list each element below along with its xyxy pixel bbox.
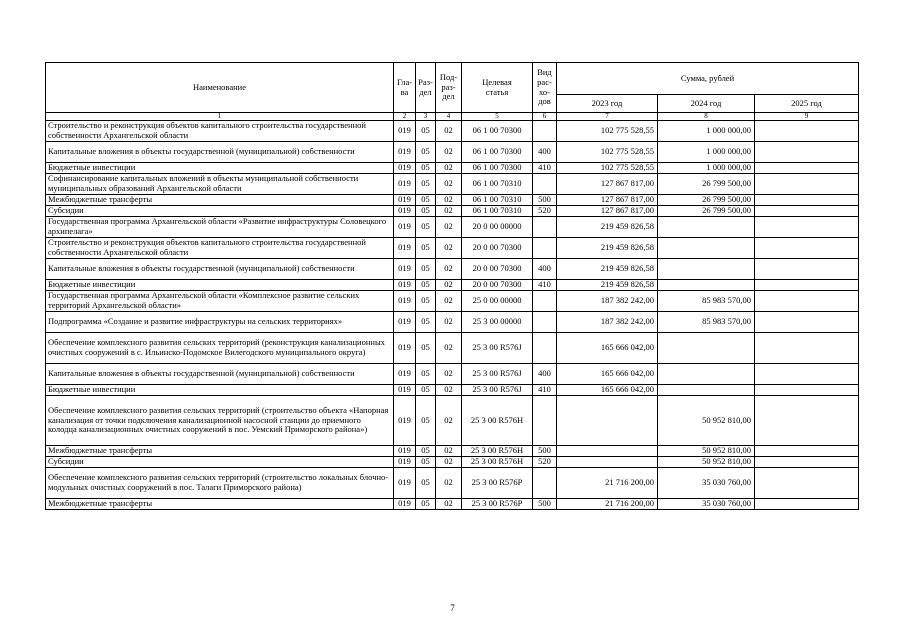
row-razdel: 05 (416, 499, 436, 510)
row-razdel: 05 (416, 364, 436, 385)
row-razdel: 05 (416, 280, 436, 291)
row-sum-2025 (755, 163, 859, 174)
row-sum-2025 (755, 217, 859, 238)
column-number: 7 (557, 113, 658, 121)
row-podrazdel: 02 (436, 195, 462, 206)
table-row (46, 312, 859, 333)
row-sum-2025 (755, 238, 859, 259)
table-row (46, 333, 859, 364)
header-glava: Гла- ва (394, 63, 416, 113)
row-expense-type: 500 (533, 195, 557, 206)
row-razdel: 05 (416, 195, 436, 206)
row-sum-2024 (658, 333, 755, 364)
row-razdel: 05 (416, 312, 436, 333)
header-expense-type: Вид рас- хо- дов (533, 63, 557, 113)
row-target-article: 25 0 00 00000 (462, 291, 533, 312)
row-sum-2023: 165 666 042,00 (557, 364, 658, 385)
row-sum-2023: 219 459 826,58 (557, 259, 658, 280)
row-podrazdel: 02 (436, 217, 462, 238)
row-sum-2024: 50 952 810,00 (658, 446, 755, 457)
row-sum-2023: 165 666 042,00 (557, 385, 658, 396)
row-name: Субсидии (46, 457, 394, 468)
row-sum-2025 (755, 396, 859, 446)
row-name: Субсидии (46, 206, 394, 217)
row-razdel: 05 (416, 142, 436, 163)
row-sum-2025 (755, 142, 859, 163)
row-expense-type: 400 (533, 364, 557, 385)
row-podrazdel: 02 (436, 280, 462, 291)
budget-table (45, 62, 859, 510)
row-sum-2023: 127 867 817,00 (557, 206, 658, 217)
row-name: Капитальные вложения в объекты государственной (муниципальной) собственности (46, 142, 394, 163)
row-sum-2025 (755, 499, 859, 510)
row-name: Капитальные вложения в объекты государственной (муниципальной) собственности (46, 259, 394, 280)
column-number: 4 (436, 113, 462, 121)
row-razdel: 05 (416, 446, 436, 457)
row-sum-2023: 219 459 826,58 (557, 280, 658, 291)
row-sum-2024 (658, 217, 755, 238)
row-target-article: 06 1 00 70300 (462, 163, 533, 174)
row-name: Обеспечение комплексного развития сельских территорий (строительство объекта «Напорная канализация от точки подключения канализационной насосной станции до приемного колодца канализационных очистных сооружений в пос. Уемский Приморского района») (46, 396, 394, 446)
row-name: Бюджетные инвестиции (46, 385, 394, 396)
row-sum-2024: 26 799 500,00 (658, 206, 755, 217)
row-razdel: 05 (416, 291, 436, 312)
row-sum-2023: 102 775 528,55 (557, 121, 658, 142)
row-sum-2023: 187 382 242,00 (557, 291, 658, 312)
row-podrazdel: 02 (436, 396, 462, 446)
row-name: Обеспечение комплексного развития сельских территорий (строительство локальных блочно-модульных очистных сооружений в пос. Талаги Приморского района) (46, 468, 394, 499)
table-row (46, 396, 859, 446)
row-expense-type: 520 (533, 206, 557, 217)
header-sum: Сумма, рублей (557, 63, 859, 95)
row-name: Обеспечение комплексного развития сельских территорий (реконструкция канализационных очистных сооружений в с. Ильинско-Подомское Вилегодского муниципального округа) (46, 333, 394, 364)
row-name: Государственная программа Архангельской области «Комплексное развитие сельских территорий Архангельской области» (46, 291, 394, 312)
row-sum-2024 (658, 238, 755, 259)
row-podrazdel: 02 (436, 333, 462, 364)
row-sum-2025 (755, 121, 859, 142)
table-row (46, 163, 859, 174)
row-glava: 019 (394, 195, 416, 206)
row-glava: 019 (394, 142, 416, 163)
row-sum-2024: 50 952 810,00 (658, 457, 755, 468)
row-podrazdel: 02 (436, 468, 462, 499)
row-target-article: 20 0 00 00000 (462, 217, 533, 238)
row-razdel: 05 (416, 238, 436, 259)
row-target-article: 25 3 00 R576P (462, 468, 533, 499)
column-number: 9 (755, 113, 859, 121)
row-glava: 019 (394, 163, 416, 174)
row-sum-2025 (755, 195, 859, 206)
row-target-article: 20 0 00 70300 (462, 238, 533, 259)
table-row (46, 499, 859, 510)
row-target-article: 20 0 00 70300 (462, 280, 533, 291)
row-razdel: 05 (416, 396, 436, 446)
row-podrazdel: 02 (436, 291, 462, 312)
row-sum-2023: 127 867 817,00 (557, 174, 658, 195)
row-sum-2025 (755, 280, 859, 291)
row-sum-2025 (755, 457, 859, 468)
header-podrazdel: Под- раз- дел (436, 63, 462, 113)
row-sum-2024 (658, 385, 755, 396)
row-target-article: 06 1 00 70300 (462, 121, 533, 142)
header-year-2024: 2024 год (658, 95, 755, 113)
column-number: 5 (462, 113, 533, 121)
row-glava: 019 (394, 468, 416, 499)
row-sum-2024: 85 983 570,00 (658, 291, 755, 312)
row-sum-2023: 102 775 528,55 (557, 142, 658, 163)
row-expense-type (533, 468, 557, 499)
row-expense-type: 400 (533, 142, 557, 163)
row-expense-type: 500 (533, 499, 557, 510)
row-razdel: 05 (416, 333, 436, 364)
row-glava: 019 (394, 280, 416, 291)
row-expense-type (533, 333, 557, 364)
row-name: Строительство и реконструкция объектов капитального строительства государственной собственности Архангельской области (46, 121, 394, 142)
row-name: Межбюджетные трансферты (46, 446, 394, 457)
row-podrazdel: 02 (436, 174, 462, 195)
table-row (46, 280, 859, 291)
row-target-article: 06 1 00 70310 (462, 174, 533, 195)
row-expense-type: 410 (533, 280, 557, 291)
row-expense-type (533, 396, 557, 446)
table-row (46, 238, 859, 259)
row-sum-2023: 219 459 826,58 (557, 238, 658, 259)
row-target-article: 25 3 00 R576P (462, 499, 533, 510)
row-sum-2024: 1 000 000,00 (658, 142, 755, 163)
table-row (46, 446, 859, 457)
row-podrazdel: 02 (436, 238, 462, 259)
row-podrazdel: 02 (436, 163, 462, 174)
row-glava: 019 (394, 238, 416, 259)
row-target-article: 25 3 00 00000 (462, 312, 533, 333)
row-sum-2024 (658, 364, 755, 385)
row-name: Межбюджетные трансферты (46, 499, 394, 510)
row-name: Бюджетные инвестиции (46, 163, 394, 174)
header-year-2023: 2023 год (557, 95, 658, 113)
table-row (46, 457, 859, 468)
row-sum-2025 (755, 259, 859, 280)
table-row (46, 142, 859, 163)
row-sum-2024: 35 030 760,00 (658, 468, 755, 499)
row-glava: 019 (394, 312, 416, 333)
row-sum-2025 (755, 206, 859, 217)
row-razdel: 05 (416, 217, 436, 238)
row-podrazdel: 02 (436, 312, 462, 333)
row-glava: 019 (394, 217, 416, 238)
row-sum-2023: 21 716 200,00 (557, 468, 658, 499)
row-sum-2023: 102 775 528,55 (557, 163, 658, 174)
table-row (46, 291, 859, 312)
row-razdel: 05 (416, 174, 436, 195)
row-target-article: 25 3 00 R576J (462, 364, 533, 385)
table-row (46, 259, 859, 280)
row-target-article: 06 1 00 70310 (462, 195, 533, 206)
row-sum-2024: 1 000 000,00 (658, 163, 755, 174)
row-sum-2025 (755, 291, 859, 312)
row-expense-type (533, 312, 557, 333)
row-name: Бюджетные инвестиции (46, 280, 394, 291)
header-target-article: Целевая статья (462, 63, 533, 113)
row-expense-type: 400 (533, 259, 557, 280)
row-glava: 019 (394, 121, 416, 142)
table-row (46, 206, 859, 217)
table-row (46, 195, 859, 206)
row-target-article: 06 1 00 70310 (462, 206, 533, 217)
row-razdel: 05 (416, 206, 436, 217)
row-sum-2024 (658, 259, 755, 280)
row-expense-type: 410 (533, 163, 557, 174)
row-sum-2025 (755, 333, 859, 364)
row-glava: 019 (394, 364, 416, 385)
row-target-article: 25 3 00 R576H (462, 396, 533, 446)
row-expense-type: 410 (533, 385, 557, 396)
row-sum-2023: 21 716 200,00 (557, 499, 658, 510)
row-target-article: 20 0 00 70300 (462, 259, 533, 280)
row-glava: 019 (394, 385, 416, 396)
row-sum-2024: 1 000 000,00 (658, 121, 755, 142)
row-sum-2025 (755, 468, 859, 499)
column-number: 2 (394, 113, 416, 121)
row-sum-2024: 26 799 500,00 (658, 195, 755, 206)
row-podrazdel: 02 (436, 364, 462, 385)
row-podrazdel: 02 (436, 499, 462, 510)
row-sum-2025 (755, 312, 859, 333)
row-sum-2023: 219 459 826,58 (557, 217, 658, 238)
row-glava: 019 (394, 174, 416, 195)
page-number: 7 (450, 603, 455, 613)
row-glava: 019 (394, 396, 416, 446)
row-target-article: 25 3 00 R576H (462, 446, 533, 457)
header-year-2025: 2025 год (755, 95, 859, 113)
table-row (46, 364, 859, 385)
column-number: 1 (46, 113, 394, 121)
row-sum-2025 (755, 385, 859, 396)
row-sum-2023: 187 382 242,00 (557, 312, 658, 333)
column-number: 6 (533, 113, 557, 121)
table-row (46, 468, 859, 499)
row-glava: 019 (394, 259, 416, 280)
table-row (46, 385, 859, 396)
row-podrazdel: 02 (436, 121, 462, 142)
row-razdel: 05 (416, 259, 436, 280)
row-sum-2023 (557, 457, 658, 468)
table-row (46, 121, 859, 142)
row-glava: 019 (394, 446, 416, 457)
row-razdel: 05 (416, 163, 436, 174)
table-row (46, 217, 859, 238)
row-podrazdel: 02 (436, 142, 462, 163)
row-sum-2024: 35 030 760,00 (658, 499, 755, 510)
row-glava: 019 (394, 206, 416, 217)
row-expense-type (533, 121, 557, 142)
row-sum-2024: 26 799 500,00 (658, 174, 755, 195)
row-expense-type: 500 (533, 446, 557, 457)
row-target-article: 25 3 00 R576J (462, 333, 533, 364)
row-podrazdel: 02 (436, 206, 462, 217)
row-podrazdel: 02 (436, 446, 462, 457)
row-podrazdel: 02 (436, 457, 462, 468)
row-sum-2023: 165 666 042,00 (557, 333, 658, 364)
row-sum-2023: 127 867 817,00 (557, 195, 658, 206)
row-sum-2025 (755, 364, 859, 385)
row-razdel: 05 (416, 121, 436, 142)
row-sum-2023 (557, 396, 658, 446)
row-glava: 019 (394, 291, 416, 312)
header-razdel: Раз- дел (416, 63, 436, 113)
row-razdel: 05 (416, 468, 436, 499)
row-sum-2024: 50 952 810,00 (658, 396, 755, 446)
row-name: Строительство и реконструкция объектов капитального строительства государственной собственности Архангельской области (46, 238, 394, 259)
row-expense-type (533, 174, 557, 195)
row-name: Подпрограмма «Создание и развитие инфраструктуры на сельских территориях» (46, 312, 394, 333)
row-podrazdel: 02 (436, 385, 462, 396)
row-glava: 019 (394, 457, 416, 468)
row-sum-2023 (557, 446, 658, 457)
column-number: 8 (658, 113, 755, 121)
row-sum-2024 (658, 280, 755, 291)
row-sum-2024: 85 983 570,00 (658, 312, 755, 333)
row-glava: 019 (394, 333, 416, 364)
row-razdel: 05 (416, 385, 436, 396)
table-row (46, 174, 859, 195)
row-sum-2025 (755, 174, 859, 195)
row-expense-type: 520 (533, 457, 557, 468)
row-target-article: 25 3 00 R576H (462, 457, 533, 468)
row-name: Государственная программа Архангельской области «Развитие инфраструктуры Соловецкого архипелага» (46, 217, 394, 238)
row-name: Софинансирование капитальных вложений в объекты муниципальной собственности муниципальных образований Архангельской области (46, 174, 394, 195)
row-target-article: 06 1 00 70300 (462, 142, 533, 163)
row-name: Капитальные вложения в объекты государственной (муниципальной) собственности (46, 364, 394, 385)
column-number: 3 (416, 113, 436, 121)
row-razdel: 05 (416, 457, 436, 468)
row-target-article: 25 3 00 R576J (462, 385, 533, 396)
row-glava: 019 (394, 499, 416, 510)
column-numbers-row (46, 113, 859, 121)
row-expense-type (533, 238, 557, 259)
row-expense-type (533, 217, 557, 238)
header-name: Наименование (46, 63, 394, 113)
row-expense-type (533, 291, 557, 312)
row-sum-2025 (755, 446, 859, 457)
row-podrazdel: 02 (436, 259, 462, 280)
row-name: Межбюджетные трансферты (46, 195, 394, 206)
